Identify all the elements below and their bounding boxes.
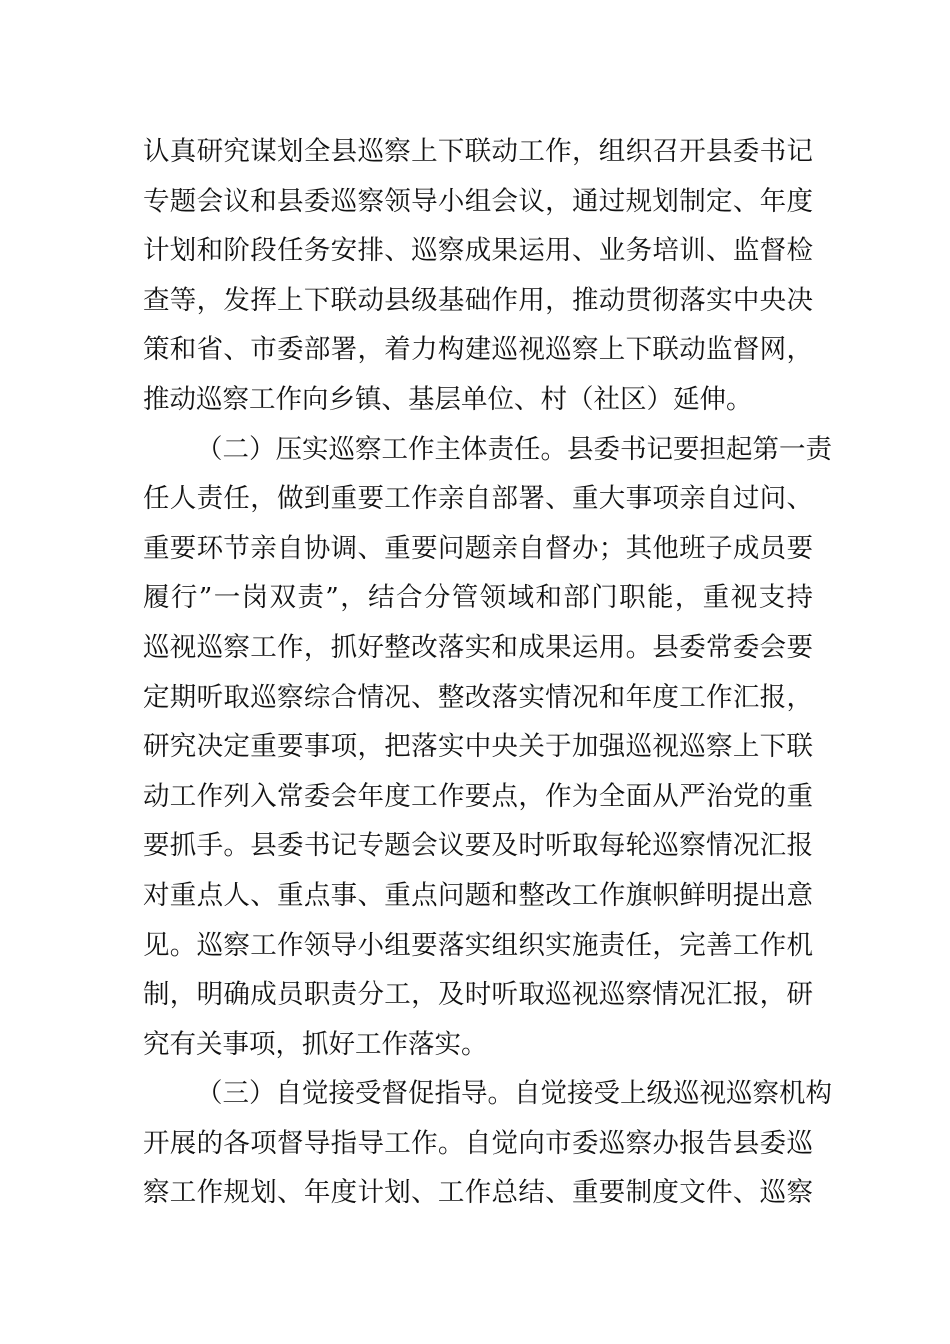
text-line: 开展的各项督导指导工作。自觉向市委巡察办报告县委巡 — [143, 1127, 813, 1159]
text-line: 制，明确成员职责分工，及时听取巡视巡察情况汇报，研 — [143, 979, 813, 1011]
body-text — [143, 127, 832, 1218]
text-line: 对重点人、重点事、重点问题和整改工作旗帜鲜明提出意 — [143, 879, 813, 911]
text-line: 履行”一岗双责”，结合分管领域和部门职能，重视支持 — [143, 582, 813, 614]
text-line: 查等，发挥上下联动县级基础作用，推动贯彻落实中央决 — [143, 284, 813, 316]
paragraph-start-line: （三）自觉接受督促指导。自觉接受上级巡视巡察机构 — [196, 1078, 832, 1110]
text-line: 究有关事项，抓好工作落实。 — [143, 1028, 488, 1060]
text-line: 研究决定重要事项，把落实中央关于加强巡视巡察上下联 — [143, 731, 813, 763]
text-line: 要抓手。县委书记专题会议要及时听取每轮巡察情况汇报 — [143, 830, 813, 862]
text-line: 定期听取巡察综合情况、整改落实情况和年度工作汇报， — [143, 681, 813, 713]
text-line: 动工作列入常委会年度工作要点，作为全面从严治党的重 — [143, 780, 813, 812]
text-line: 认真研究谋划全县巡察上下联动工作，组织召开县委书记 — [143, 136, 813, 167]
text-line: 重要环节亲自协调、重要问题亲自督办；其他班子成员要 — [143, 532, 813, 564]
paragraph-start-line: （二）压实巡察工作主体责任。县委书记要担起第一责 — [196, 433, 832, 465]
text-line: 见。巡察工作领导小组要落实组织实施责任，完善工作机 — [143, 929, 813, 961]
text-line: 计划和阶段任务安排、巡察成果运用、业务培训、监督检 — [143, 235, 813, 267]
text-line: 专题会议和县委巡察领导小组会议，通过规划制定、年度 — [143, 185, 813, 217]
text-line: 推动巡察工作向乡镇、基层单位、村（社区）延伸。 — [143, 383, 753, 415]
text-line: 巡视巡察工作，抓好整改落实和成果运用。县委常委会要 — [143, 631, 813, 663]
text-line: 策和省、市委部署，着力构建巡视巡察上下联动监督网， — [143, 334, 813, 366]
text-line: 任人责任，做到重要工作亲自部署、重大事项亲自过问、 — [143, 483, 813, 515]
text-line: 察工作规划、年度计划、工作总结、重要制度文件、巡察 — [143, 1177, 813, 1209]
